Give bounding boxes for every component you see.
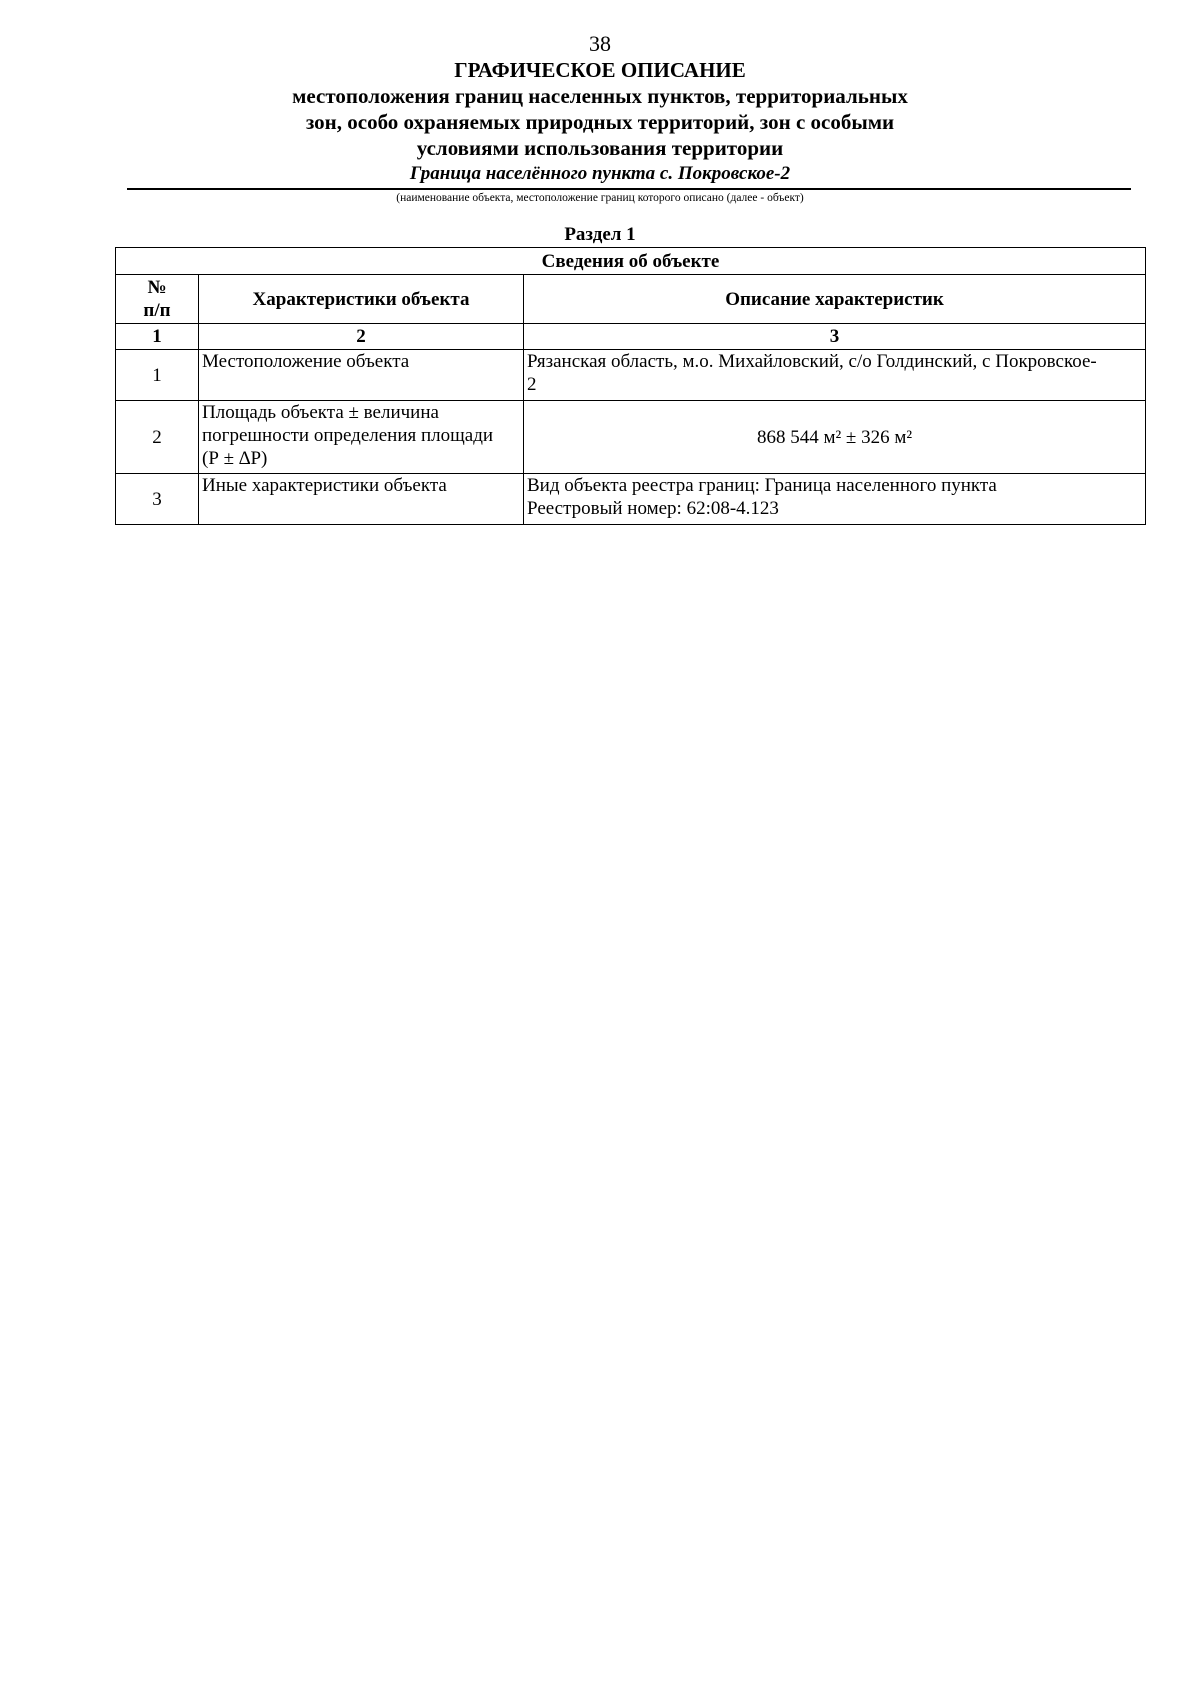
table-row [116,474,1146,525]
table-caption: Сведения об объекте [116,248,1146,275]
description-line: Вид объекта реестра границ: Граница населенного пункта [527,475,997,496]
row-characteristic [199,350,524,401]
subtitle-line: условиями использования территории [416,136,784,160]
header-number [116,275,199,324]
table-row [116,401,1146,474]
row-characteristic [199,474,524,525]
table-header-row [116,275,1146,324]
characteristic-line: Местоположение объекта [202,351,410,372]
description-line: 2 [527,374,537,395]
subtitle-line: местоположения границ населенных пунктов, территориальных [292,84,908,108]
row-number: 2 [116,401,199,474]
table-caption-row [116,248,1146,275]
characteristic-line: (Р ± ∆Р) [202,448,268,469]
characteristic-line: Площадь объекта ± величина [202,402,439,423]
object-name: Граница населённого пункта с. Покровское-2 [409,163,791,184]
header-characteristics: Характеристики объекта [199,275,524,324]
header-number-line: п/п [143,300,171,321]
header-description: Описание характеристик [524,275,1146,324]
subtitle-line: зон, особо охраняемых природных территорий, зон с особыми [305,110,895,134]
description-line: Реестровый номер: 62:08-4.123 [527,498,779,519]
characteristic-line: погрешности определения площади [202,425,494,446]
object-name-underline [127,188,1131,190]
column-number: 2 [199,324,524,350]
page-number: 38 [589,31,611,56]
row-number: 3 [116,474,199,525]
row-description [524,474,1146,525]
row-characteristic [199,401,524,474]
table-row [116,350,1146,401]
row-description [524,350,1146,401]
section-title: Раздел 1 [564,224,636,245]
document-title: ГРАФИЧЕСКОЕ ОПИСАНИЕ [454,58,746,82]
description-line: Рязанская область, м.о. Михайловский, с/о Голдинский, с Покровское- [527,351,1097,372]
document-subtitle [0,83,1200,161]
row-description [524,401,1146,474]
object-info-table [115,247,1146,525]
header-number-line: № [147,277,167,298]
column-number: 1 [116,324,199,350]
object-caption: (наименование объекта, местоположение границ которого описано (далее - объект) [396,192,804,204]
description-line: 868 544 м² ± 326 м² [756,426,913,448]
characteristic-line: Иные характеристики объекта [202,475,447,496]
column-numbers-row [116,324,1146,350]
column-number: 3 [524,324,1146,350]
row-number: 1 [116,350,199,401]
